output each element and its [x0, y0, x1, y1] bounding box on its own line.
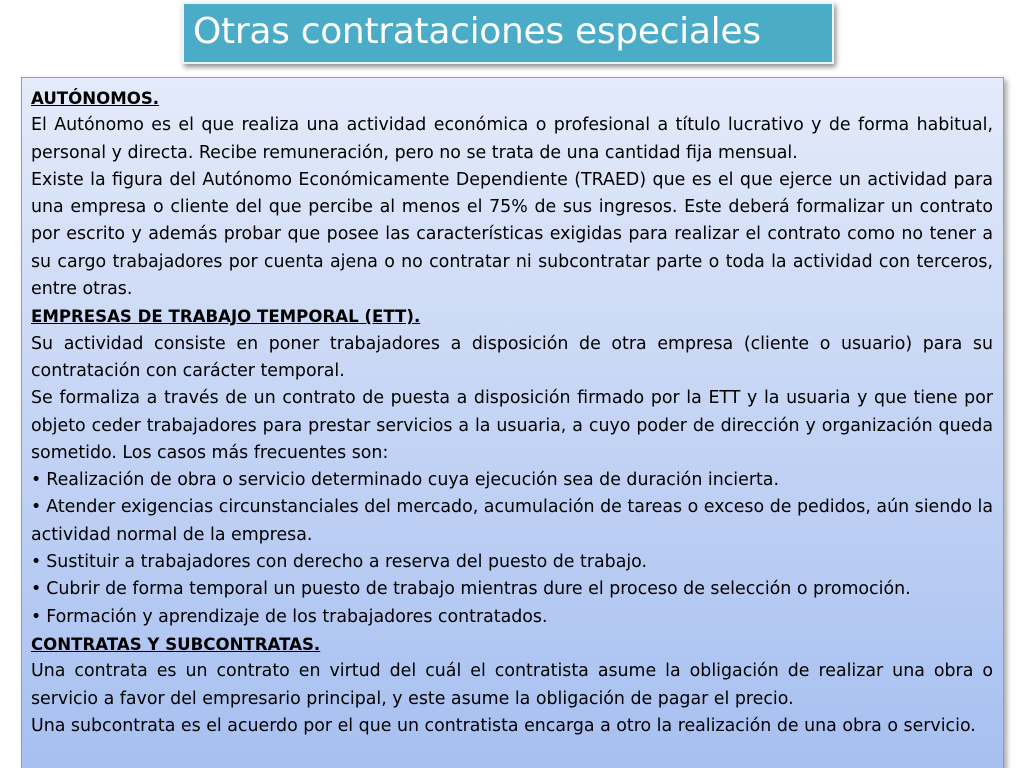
- ett-bullet-text: Sustituir a trabajadores con derecho a reserva del puesto de trabajo.: [46, 552, 648, 573]
- heading-contratas: CONTRATAS Y SUBCONTRATAS.: [31, 634, 321, 654]
- autonomos-paragraph-1: El Autónomo es el que realiza una actividad económica o profesional a título lucrativo y de forma habitual, personal y directa. Recibe remuneración, pero no se trata de una cantidad fija mensual.: [31, 115, 993, 163]
- content-box: [21, 77, 1004, 768]
- ett-paragraph-1: Su actividad consiste en poner trabajadores a disposición de otra empresa (cliente o usuario) para su contratación con carácter temporal.: [31, 333, 993, 381]
- ett-bullet-item: [31, 494, 993, 549]
- ett-bullet-text: Realización de obra o servicio determinado cuya ejecución sea de duración incierta.: [46, 470, 779, 491]
- bullet-dot-icon: •: [31, 497, 42, 518]
- ett-bullet-item: [31, 576, 993, 603]
- contratas-paragraph-2: Una subcontrata es el acuerdo por el que un contratista encarga a otro la realización de una obra o servicio.: [31, 715, 976, 736]
- ett-bullet-text: Cubrir de forma temporal un puesto de trabajo mientras dure el proceso de selección o promoción.: [46, 579, 911, 600]
- bullet-dot-icon: •: [31, 470, 42, 491]
- title-box: [182, 2, 834, 64]
- ett-bullet-text: Formación y aprendizaje de los trabajadores contratados.: [46, 606, 548, 627]
- bullet-dot-icon: •: [31, 552, 42, 573]
- autonomos-paragraph-2: Existe la figura del Autónomo Económicamente Dependiente (TRAED) que es el que ejerce un actividad para una empresa o cliente del que percibe al menos el 75% de sus ingresos. Este deberá formalizar un contrato por escrito y además probar que posee las características exigidas para realizar el contrato como no tener a su cargo trabajadores por cuenta ajena o no contratar ni subcontratar parte o toda la actividad con terceros, entre otras.: [31, 169, 993, 300]
- ett-paragraph-2: Se formaliza a través de un contrato de puesta a disposición firmado por la ETT y la usuaria y que tiene por objeto ceder trabajadores para prestar servicios a la usuaria, a cuyo poder de dirección y organización queda sometido. Los casos más frecuentes son:: [31, 388, 993, 463]
- heading-ett: EMPRESAS DE TRABAJO TEMPORAL (ETT).: [31, 307, 421, 327]
- ett-bullet-item: [31, 549, 993, 576]
- ett-bullet-item: [31, 604, 993, 631]
- ett-bullet-text: Atender exigencias circunstanciales del mercado, acumulación de tareas o exceso de pedidos, aún siendo la actividad normal de la empresa.: [31, 497, 993, 545]
- bullet-dot-icon: •: [31, 606, 42, 627]
- ett-bullet-item: [31, 467, 993, 494]
- contratas-paragraph-1: Una contrata es un contrato en virtud del cuál el contratista asume la obligación de realizar una obra o servicio a favor del empresario principal, y este asume la obligación de pagar el precio.: [31, 661, 993, 709]
- bullet-dot-icon: •: [31, 579, 42, 600]
- slide-title: Otras contrataciones especiales: [193, 11, 761, 52]
- heading-autonomos: AUTÓNOMOS.: [31, 89, 160, 108]
